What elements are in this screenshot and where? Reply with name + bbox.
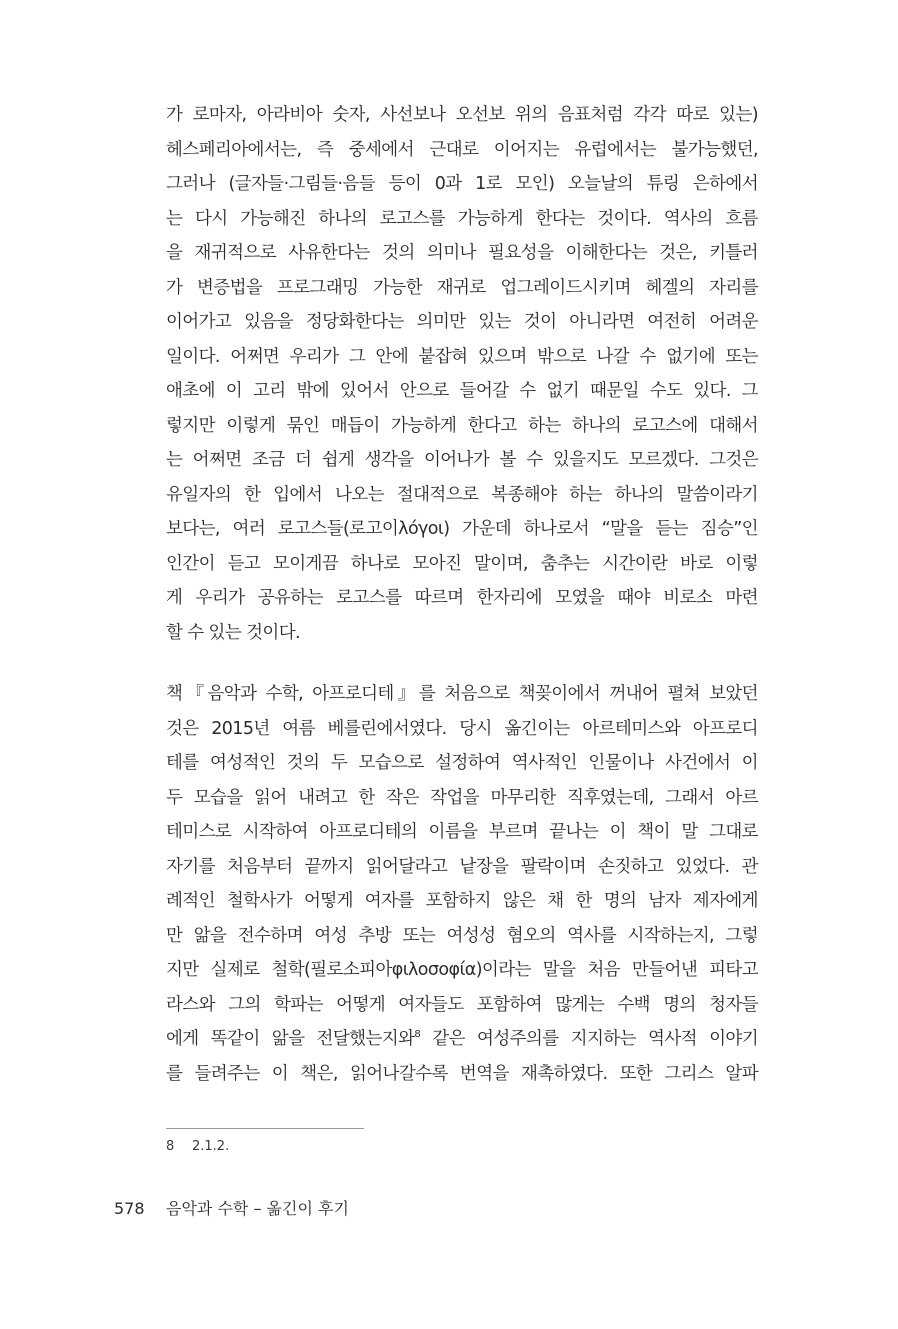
text-line: 애초에 이 고리 밖에 있어서 안으로 들어갈 수 없기 때문일 수도 있다. 그 bbox=[166, 381, 758, 401]
page-number: 578 bbox=[114, 1199, 145, 1218]
text-segment: 같은 여성주의를 지지하는 역사적 이야기 bbox=[420, 1029, 758, 1049]
text-line: 게 우리가 공유하는 로고스를 따르며 한자리에 모였을 때야 비로소 마련 bbox=[166, 588, 758, 608]
text-line: 가 로마자, 아라비아 숫자, 사선보나 오선보 위의 음표처럼 각각 따로 있는) bbox=[166, 105, 758, 125]
text-line: 그러나 (글자들·그림들·음들 등이 0과 1로 모인) 오늘날의 튜링 은하에서 bbox=[166, 174, 758, 194]
text-line-with-footnote bbox=[166, 1022, 758, 1057]
footnote-text: 2.1.2. bbox=[192, 1139, 230, 1154]
text-line: 를 들려주는 이 책은, 읽어나갈수록 번역을 재촉하였다. 또한 그리스 알파 bbox=[166, 1063, 758, 1084]
text-line: 테미스로 시작하여 아프로디테의 이름을 부르며 끝나는 이 책이 말 그대로 bbox=[166, 822, 758, 842]
text-line: 일이다. 어쩌면 우리가 그 안에 붙잡혀 있으며 밖으로 나갈 수 없기에 또는 bbox=[166, 346, 758, 367]
text-line: 인간이 듣고 모이게끔 하나로 모아진 말이며, 춤추는 시간이란 바로 이렇 bbox=[166, 553, 758, 574]
text-line: 헤스페리아에서는, 즉 중세에서 근대로 이어지는 유럽에서는 불가능했던, bbox=[166, 139, 758, 160]
footnote-divider bbox=[166, 1128, 364, 1129]
text-line: 가 변증법을 프로그래밍 가능한 재귀로 업그레이드시키며 헤겔의 자리를 bbox=[166, 277, 758, 298]
text-line: 라스와 그의 학파는 어떻게 여자들도 포함하여 많게는 수백 명의 청자들 bbox=[166, 994, 758, 1015]
text-line: 것은 2015년 여름 베를린에서였다. 당시 옮긴이는 아르테미스와 아프로디 bbox=[166, 718, 758, 739]
paragraph-1 bbox=[166, 98, 758, 650]
text-line: 렇지만 이렇게 묶인 매듭이 가능하게 한다고 하는 하나의 로고스에 대해서 bbox=[166, 415, 758, 436]
text-line: 을 재귀적으로 사유한다는 것의 의미나 필요성을 이해한다는 것은, 키틀러 bbox=[166, 243, 758, 263]
text-line: 유일자의 한 입에서 나오는 절대적으로 복종해야 하는 하나의 말씀이라기 bbox=[166, 484, 758, 505]
text-line: 할 수 있는 것이다. bbox=[166, 622, 300, 643]
text-line: 두 모습을 읽어 내려고 한 작은 작업을 마무리한 직후였는데, 그래서 아르 bbox=[166, 787, 758, 808]
text-line: 보다는, 여러 로고스들(로고이λόγοι) 가운데 하나로서 “말을 듣는 짐승”인 bbox=[166, 519, 758, 539]
text-line: 만 앎을 전수하며 여성 추방 또는 여성성 혐오의 역사를 시작하는지, 그렇 bbox=[166, 925, 758, 946]
text-segment: 에게 똑같이 앎을 전달했는지와 bbox=[166, 1029, 415, 1049]
text-line: 자기를 처음부터 끝까지 읽어달라고 낱장을 팔락이며 손짓하고 있었다. 관 bbox=[166, 856, 758, 877]
footnote-reference[interactable]: 8 bbox=[414, 1029, 421, 1041]
text-line: 는 다시 가능해진 하나의 로고스를 가능하게 한다는 것이다. 역사의 흐름 bbox=[166, 208, 758, 229]
text-line: 례적인 철학사가 어떻게 여자를 포함하지 않은 채 한 명의 남자 제자에게 bbox=[166, 891, 758, 911]
running-title: 음악과 수학 – 옮긴이 후기 bbox=[166, 1199, 349, 1218]
text-line: 이어가고 있음을 정당화한다는 의미만 있는 것이 아니라면 여전히 어려운 bbox=[166, 312, 758, 332]
text-line: 지만 실제로 철학(필로소피아φιλοσοφία)이라는 말을 처음 만들어낸 피타고 bbox=[166, 960, 758, 980]
text-line: 는 어쩌면 조금 더 쉽게 생각을 이어나가 볼 수 있을지도 모르겠다. 그것은 bbox=[166, 450, 758, 470]
text-line: 책『음악과 수학, 아프로디테』를 처음으로 책꽂이에서 꺼내어 펼쳐 보았던 bbox=[166, 684, 758, 704]
paragraph-2 bbox=[166, 677, 758, 1091]
footnote bbox=[166, 1138, 229, 1156]
footnote-number: 8 bbox=[166, 1139, 175, 1154]
text-line: 테를 여성적인 것의 두 모습으로 설정하여 역사적인 인물이나 사건에서 이 bbox=[166, 753, 758, 773]
